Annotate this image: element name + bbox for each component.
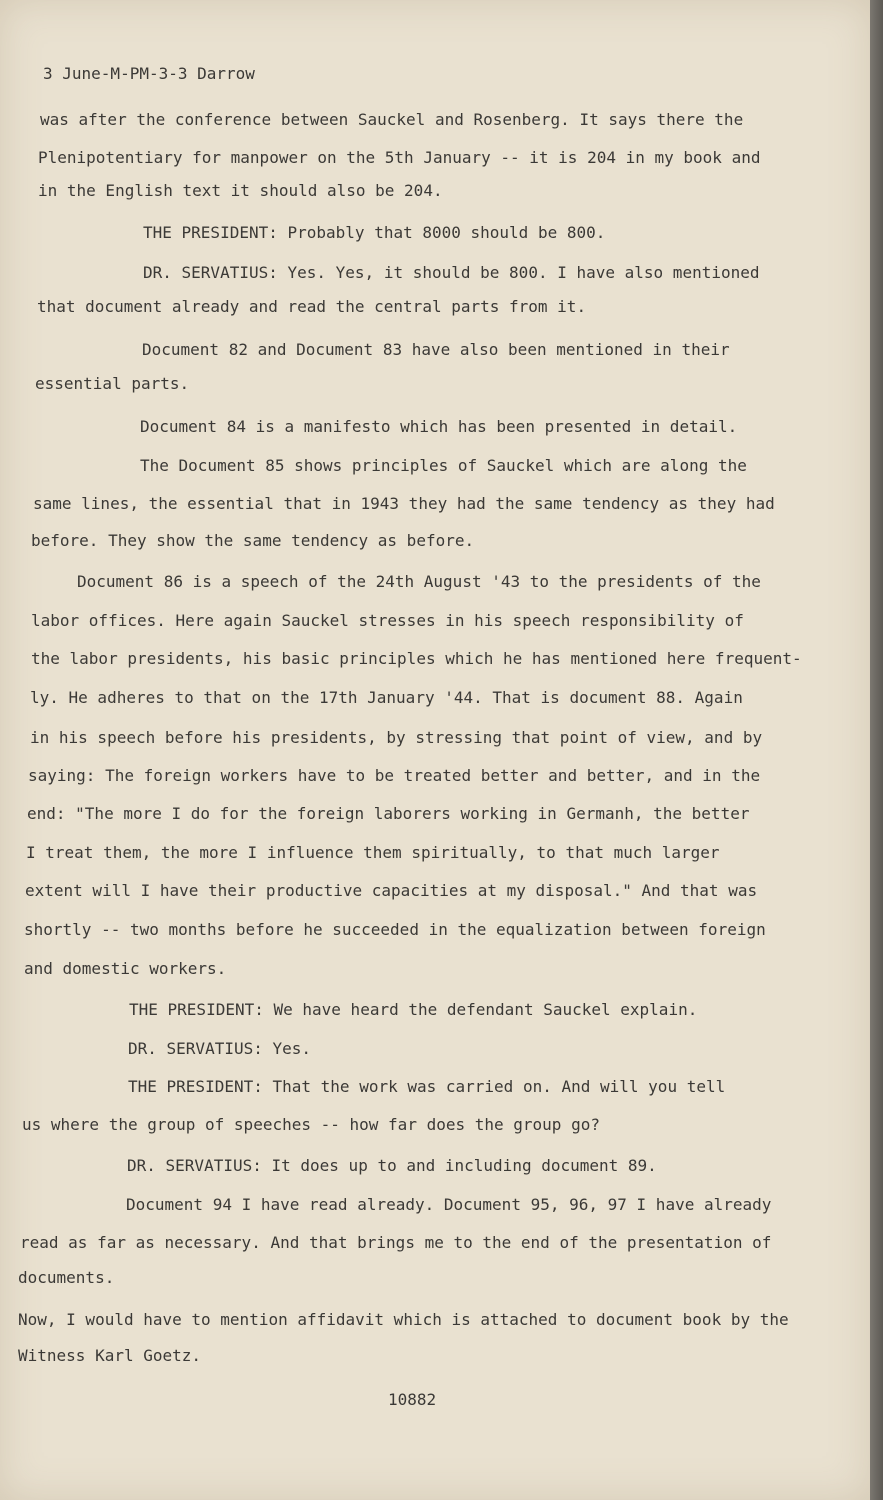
text-line: Plenipotentiary for manpower on the 5th January -- it is 204 in my book and	[38, 148, 761, 167]
page-number: 10882	[388, 1390, 437, 1409]
text-line: documents.	[18, 1268, 115, 1287]
text-line: THE PRESIDENT: We have heard the defendant Sauckel explain.	[129, 1000, 698, 1019]
text-line: us where the group of speeches -- how far does the group go?	[22, 1115, 600, 1134]
text-line: saying: The foreign workers have to be treated better and better, and in the	[28, 766, 761, 785]
text-line: The Document 85 shows principles of Sauckel which are along the	[140, 456, 747, 475]
text-line: I treat them, the more I influence them spiritually, to that much larger	[26, 843, 720, 862]
text-line: DR. SERVATIUS: Yes.	[128, 1039, 312, 1058]
text-line: THE PRESIDENT: That the work was carried on. And will you tell	[128, 1077, 726, 1096]
text-line: DR. SERVATIUS: Yes. Yes, it should be 800. I have also mentioned	[143, 263, 760, 282]
text-line: DR. SERVATIUS: It does up to and including document 89.	[127, 1156, 657, 1175]
text-line: and domestic workers.	[24, 959, 227, 978]
text-line: THE PRESIDENT: Probably that 8000 should be 800.	[143, 223, 606, 242]
text-line: ly. He adheres to that on the 17th January '44. That is document 88. Again	[30, 688, 743, 707]
text-line: Document 82 and Document 83 have also been mentioned in their	[142, 340, 730, 359]
text-line: extent will I have their productive capacities at my disposal." And that was	[25, 881, 758, 900]
text-line: labor offices. Here again Sauckel stresses in his speech responsibility of	[31, 611, 744, 630]
text-line: the labor presidents, his basic principles which he has mentioned here frequent-	[31, 649, 802, 668]
text-line: Witness Karl Goetz.	[18, 1346, 202, 1365]
text-line: read as far as necessary. And that brings me to the end of the presentation of	[20, 1233, 772, 1252]
text-line: Document 84 is a manifesto which has been presented in detail.	[140, 417, 738, 436]
text-line: in his speech before his presidents, by stressing that point of view, and by	[30, 728, 763, 747]
text-line: end: "The more I do for the foreign laborers working in Germanh, the better	[27, 804, 750, 823]
text-line: Now, I would have to mention affidavit which is attached to document book by the	[18, 1310, 789, 1329]
text-line: same lines, the essential that in 1943 they had the same tendency as they had	[33, 494, 775, 513]
text-line: was after the conference between Sauckel and Rosenberg. It says there the	[40, 110, 744, 129]
text-line: essential parts.	[35, 374, 190, 393]
page-header: 3 June-M-PM-3-3 Darrow	[43, 64, 255, 83]
text-line: Document 94 I have read already. Document 95, 96, 97 I have already	[126, 1195, 772, 1214]
text-line: in the English text it should also be 204.	[38, 181, 443, 200]
text-line: that document already and read the central parts from it.	[37, 297, 587, 316]
text-line: Document 86 is a speech of the 24th August '43 to the presidents of the	[77, 572, 761, 591]
text-line: shortly -- two months before he succeeded in the equalization between foreign	[24, 920, 766, 939]
page-edge-shadow	[870, 0, 883, 1500]
text-line: before. They show the same tendency as before.	[31, 531, 475, 550]
